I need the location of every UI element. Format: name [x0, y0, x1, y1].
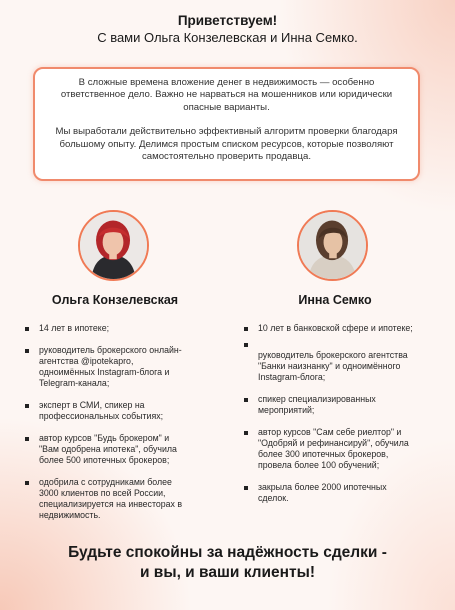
avatar-inna [297, 210, 368, 281]
bullet-marker [244, 431, 248, 435]
list-item: одобрила с сотрудниками более 3000 клиентов по всей России, специализируется на инвесторах в недвижимость. [25, 477, 190, 521]
greeting-title: Приветствуем! [177, 13, 278, 28]
list-item: автор курсов "Будь брокером" и "Вам одобрена ипотека", обучила более 500 ипотечных брокеров; [25, 433, 190, 466]
list-item [244, 339, 414, 350]
bullet-marker [25, 481, 29, 485]
list-item: закрыла более 2000 ипотечных сделок. [244, 482, 414, 504]
bullet-marker [244, 398, 248, 402]
list-item: руководитель брокерского агентства "Банки наизнанку" и одноимённого Instagram-блога; [258, 350, 408, 382]
portrait-olga-image [80, 212, 147, 279]
footer-slogan [0, 543, 455, 583]
bio-list-olga [25, 323, 190, 532]
intro-box [33, 67, 420, 181]
greeting-subtitle: С вами Ольга Конзелевская и Инна Семко. [97, 30, 358, 45]
bullet-marker [244, 343, 248, 347]
list-item: эксперт в СМИ, спикер на профессиональных событиях; [25, 400, 190, 422]
bullet-marker [25, 327, 29, 331]
name-inna: Инна Семко [298, 293, 372, 307]
bullet-marker [25, 437, 29, 441]
list-item: автор курсов "Сам себе риелтор" и "Одобряй и рефинансируй", обучила более 300 ипотечных брокеров, провела более 100 обучений; [244, 427, 414, 471]
bullet-marker [244, 327, 248, 331]
footer-line-1: Будьте спокойны за надёжность сделки - [68, 544, 387, 561]
portrait-inna-image [299, 212, 366, 279]
footer-line-2: и вы, и ваши клиенты! [139, 564, 316, 581]
list-item: руководитель брокерского онлайн-агентства @ipotekapro, одноимённых Instagram-блога и Telegram-канала; [25, 345, 190, 389]
name-olga: Ольга Конзелевская [51, 293, 179, 307]
list-item: 14 лет в ипотеке; [25, 323, 190, 334]
bullet-marker [244, 486, 248, 490]
header [0, 12, 455, 46]
bullet-marker [25, 404, 29, 408]
intro-paragraph-1: В сложные времена вложение денег в недвижимость — особенно ответственное дело. Важно не нарваться на мошенников или юридически опасные варианты. [60, 77, 393, 113]
intro-paragraph-2: Мы выработали действительно эффективный алгоритм проверки благодаря большому опыту. Делимся простым списком ресурсов, которые позволяют самостоятельно проверить продавца. [55, 126, 398, 163]
bullet-marker [25, 349, 29, 353]
bio-list-inna [244, 323, 414, 515]
list-item: спикер специализированных мероприятий; [244, 394, 414, 416]
avatar-olga [78, 210, 149, 281]
list-item: 10 лет в банковской сфере и ипотеке; [244, 323, 414, 334]
